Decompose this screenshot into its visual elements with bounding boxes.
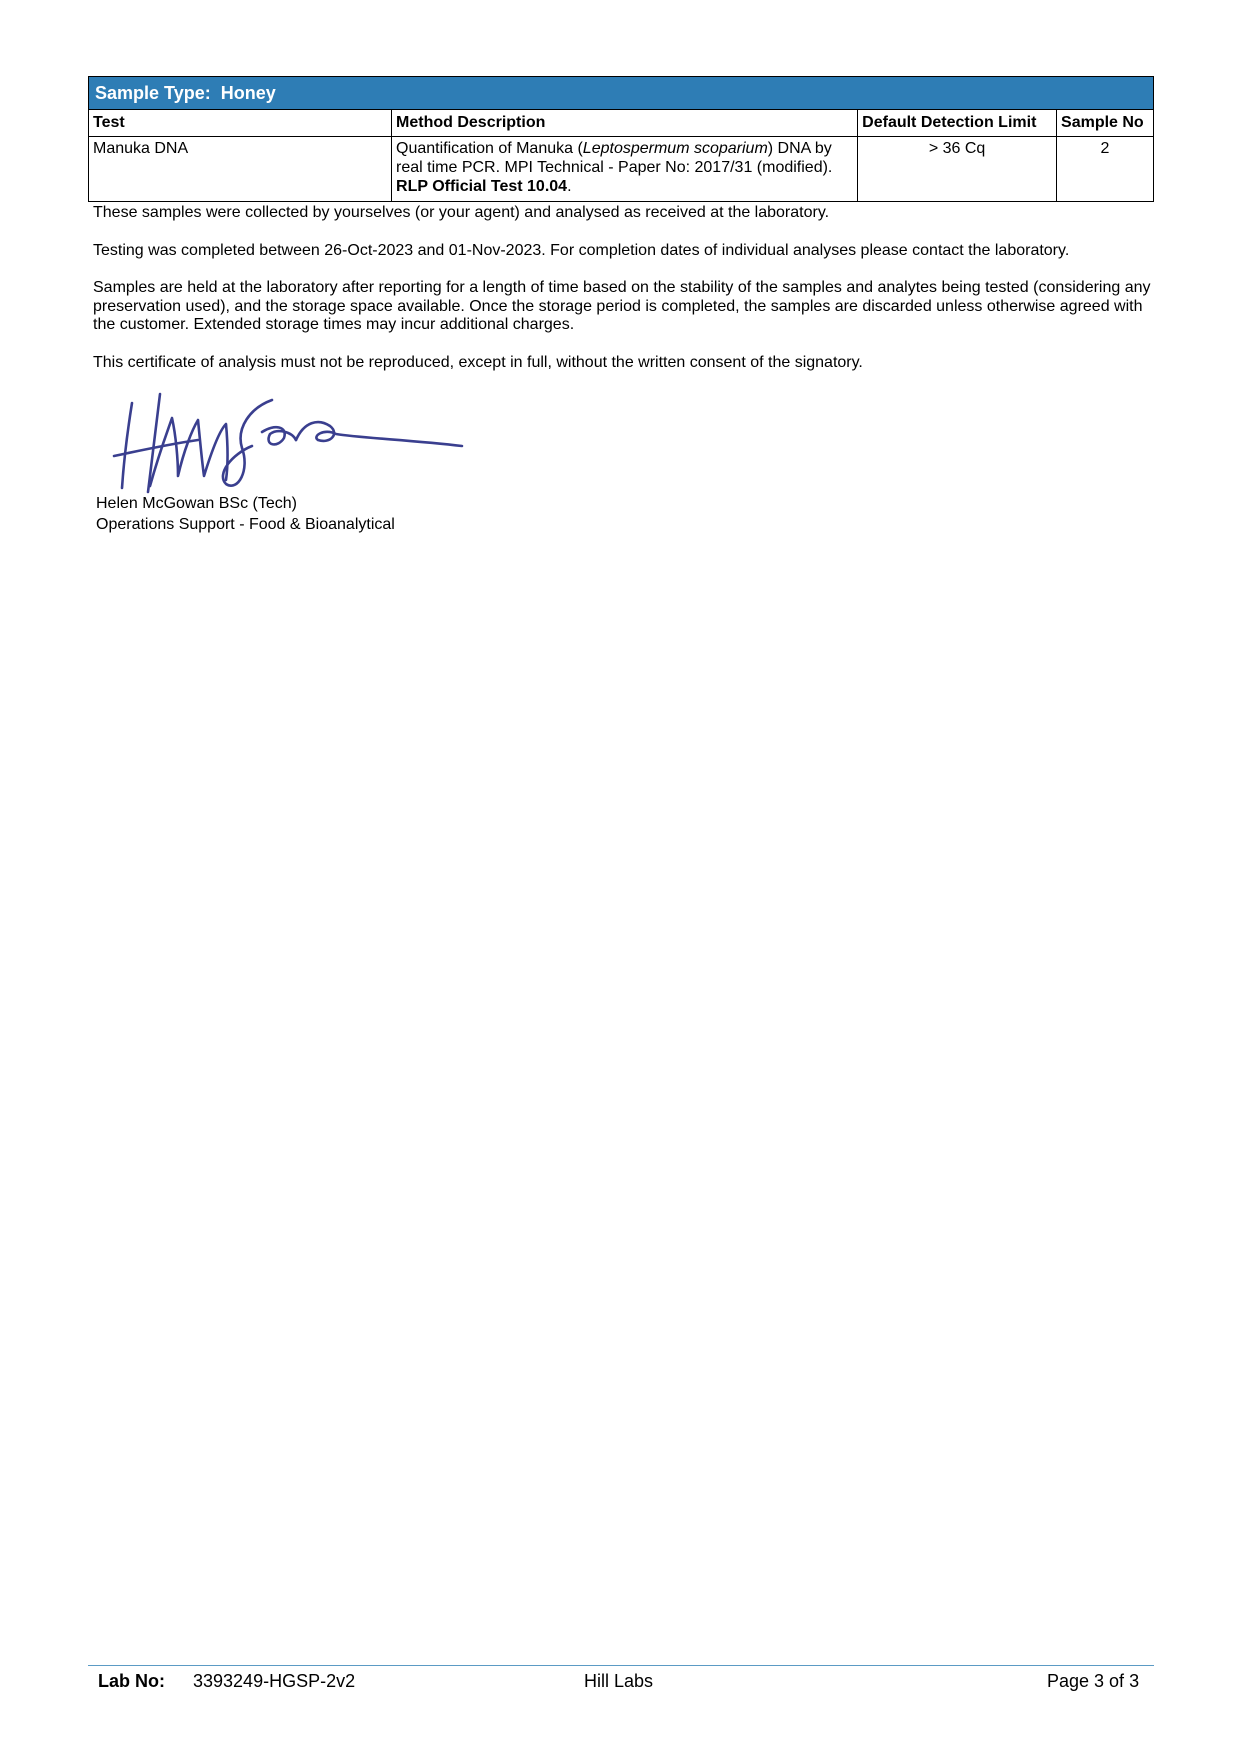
method-table xyxy=(88,76,1154,202)
cell-sample-no: 2 xyxy=(1057,137,1154,202)
method-text-end: . xyxy=(567,178,572,195)
footer-divider xyxy=(88,1665,1154,1666)
table-header-row xyxy=(89,110,1154,137)
signatory-role: Operations Support - Food & Bioanalytical xyxy=(96,516,395,533)
method-text-prefix: Quantification of Manuka ( xyxy=(396,140,583,157)
table-row xyxy=(89,137,1154,202)
signatory-block xyxy=(96,493,395,535)
header-test: Test xyxy=(89,110,392,137)
cell-test: Manuka DNA xyxy=(89,137,392,202)
sample-type-value: Honey xyxy=(220,82,276,103)
sample-type-cell xyxy=(89,77,1154,110)
header-sample-no: Sample No xyxy=(1057,110,1154,137)
method-text-official-test: RLP Official Test 10.04 xyxy=(396,178,568,195)
header-default-detection-limit: Default Detection Limit xyxy=(858,110,1057,137)
header-method-description: Method Description xyxy=(392,110,858,137)
note-collection: These samples were collected by yourselves (or your agent) and analysed as received at the laboratory. xyxy=(93,204,830,221)
cell-detection-limit: > 36 Cq xyxy=(858,137,1057,202)
footer-lab-no-value: 3393249-HGSP-2v2 xyxy=(193,1671,356,1691)
footer-lab-no-label: Lab No: xyxy=(98,1671,165,1691)
note-reproduction: This certificate of analysis must not be reproduced, except in full, without the written consent of the signatory. xyxy=(93,353,863,371)
cell-method-description xyxy=(392,137,858,202)
method-text-species: Leptospermum scoparium xyxy=(582,140,768,157)
signatory-name: Helen McGowan BSc (Tech) xyxy=(96,495,297,512)
footer-page-number: Page 3 of 3 xyxy=(1047,1671,1140,1691)
signature-image xyxy=(112,388,472,500)
note-storage: Samples are held at the laboratory after reporting for a length of time based on the stability of the samples and analytes being tested (considering any preservation used), and the storage space available. Once the storage period is completed, the samples are discarded unless otherwise agreed with the customer. Extended storage times may incur additional charges. xyxy=(93,279,1151,333)
footer-company-name: Hill Labs xyxy=(584,1671,654,1691)
sample-type-label: Sample Type: xyxy=(95,82,211,103)
notes-section xyxy=(93,204,1153,391)
method-text-suffix: ) DNA by real time PCR. MPI Technical - Paper No: 2017/31 (modified). xyxy=(396,140,833,176)
note-testing-dates: Testing was completed between 26-Oct-2023 and 01-Nov-2023. For completion dates of individual analyses please contact the laboratory. xyxy=(93,241,1070,259)
sample-type-row xyxy=(89,77,1154,110)
